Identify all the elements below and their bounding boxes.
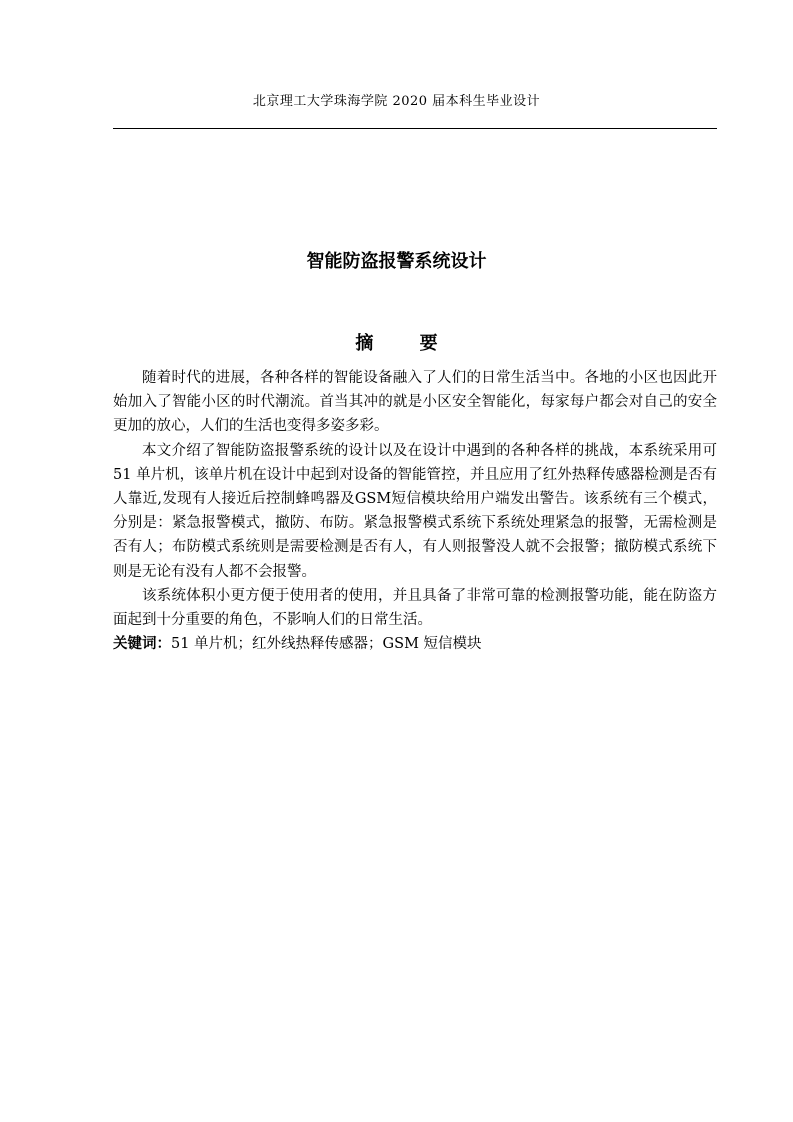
abstract-heading: 摘 要 [355, 333, 458, 354]
keywords-text: 51 单片机；红外线热释传感器；GSM 短信模块 [171, 636, 482, 653]
keywords-line [113, 632, 717, 656]
abstract-paragraph: 本文介绍了智能防盗报警系统的设计以及在设计中遇到的各种各样的挑战，本系统采用可 51 单片机，该单片机在设计中起到对设备的智能管控，并且应用了红外热释传感器检测是否有人靠近,发现有人接近后控制蜂鸣器及GSM短信模块给用户端发出警告。该系统有三个模式，分别是：紧急报警模式，撤防、布防。紧急报警模式系统下系统处理紧急的报警，无需检测是否有人；布防模式系统则是需要检测是否有人，有人则报警没人就不会报警；撤防模式系统下则是无论有没有人都不会报警。 [113, 442, 717, 580]
keywords-label: 关键词： [113, 636, 171, 653]
abstract-paragraph: 该系统体积小更方便于使用者的使用，并且具备了非常可靠的检测报警功能，能在防盗方面起到十分重要的角色，不影响人们的日常生活。 [113, 587, 717, 629]
abstract-body [113, 366, 717, 656]
page-header: 北京理工大学珠海学院 2020 届本科生毕业设计 [252, 94, 541, 109]
abstract-paragraph: 随着时代的进展，各种各样的智能设备融入了人们的日常生活当中。各地的小区也因此开始加入了智能小区的时代潮流。首当其冲的就是小区安全智能化，每家每户都会对自己的安全更加的放心，人们的生活也变得多姿多彩。 [113, 370, 717, 435]
document-title: 智能防盗报警系统设计 [306, 251, 487, 272]
header-divider [113, 128, 717, 129]
